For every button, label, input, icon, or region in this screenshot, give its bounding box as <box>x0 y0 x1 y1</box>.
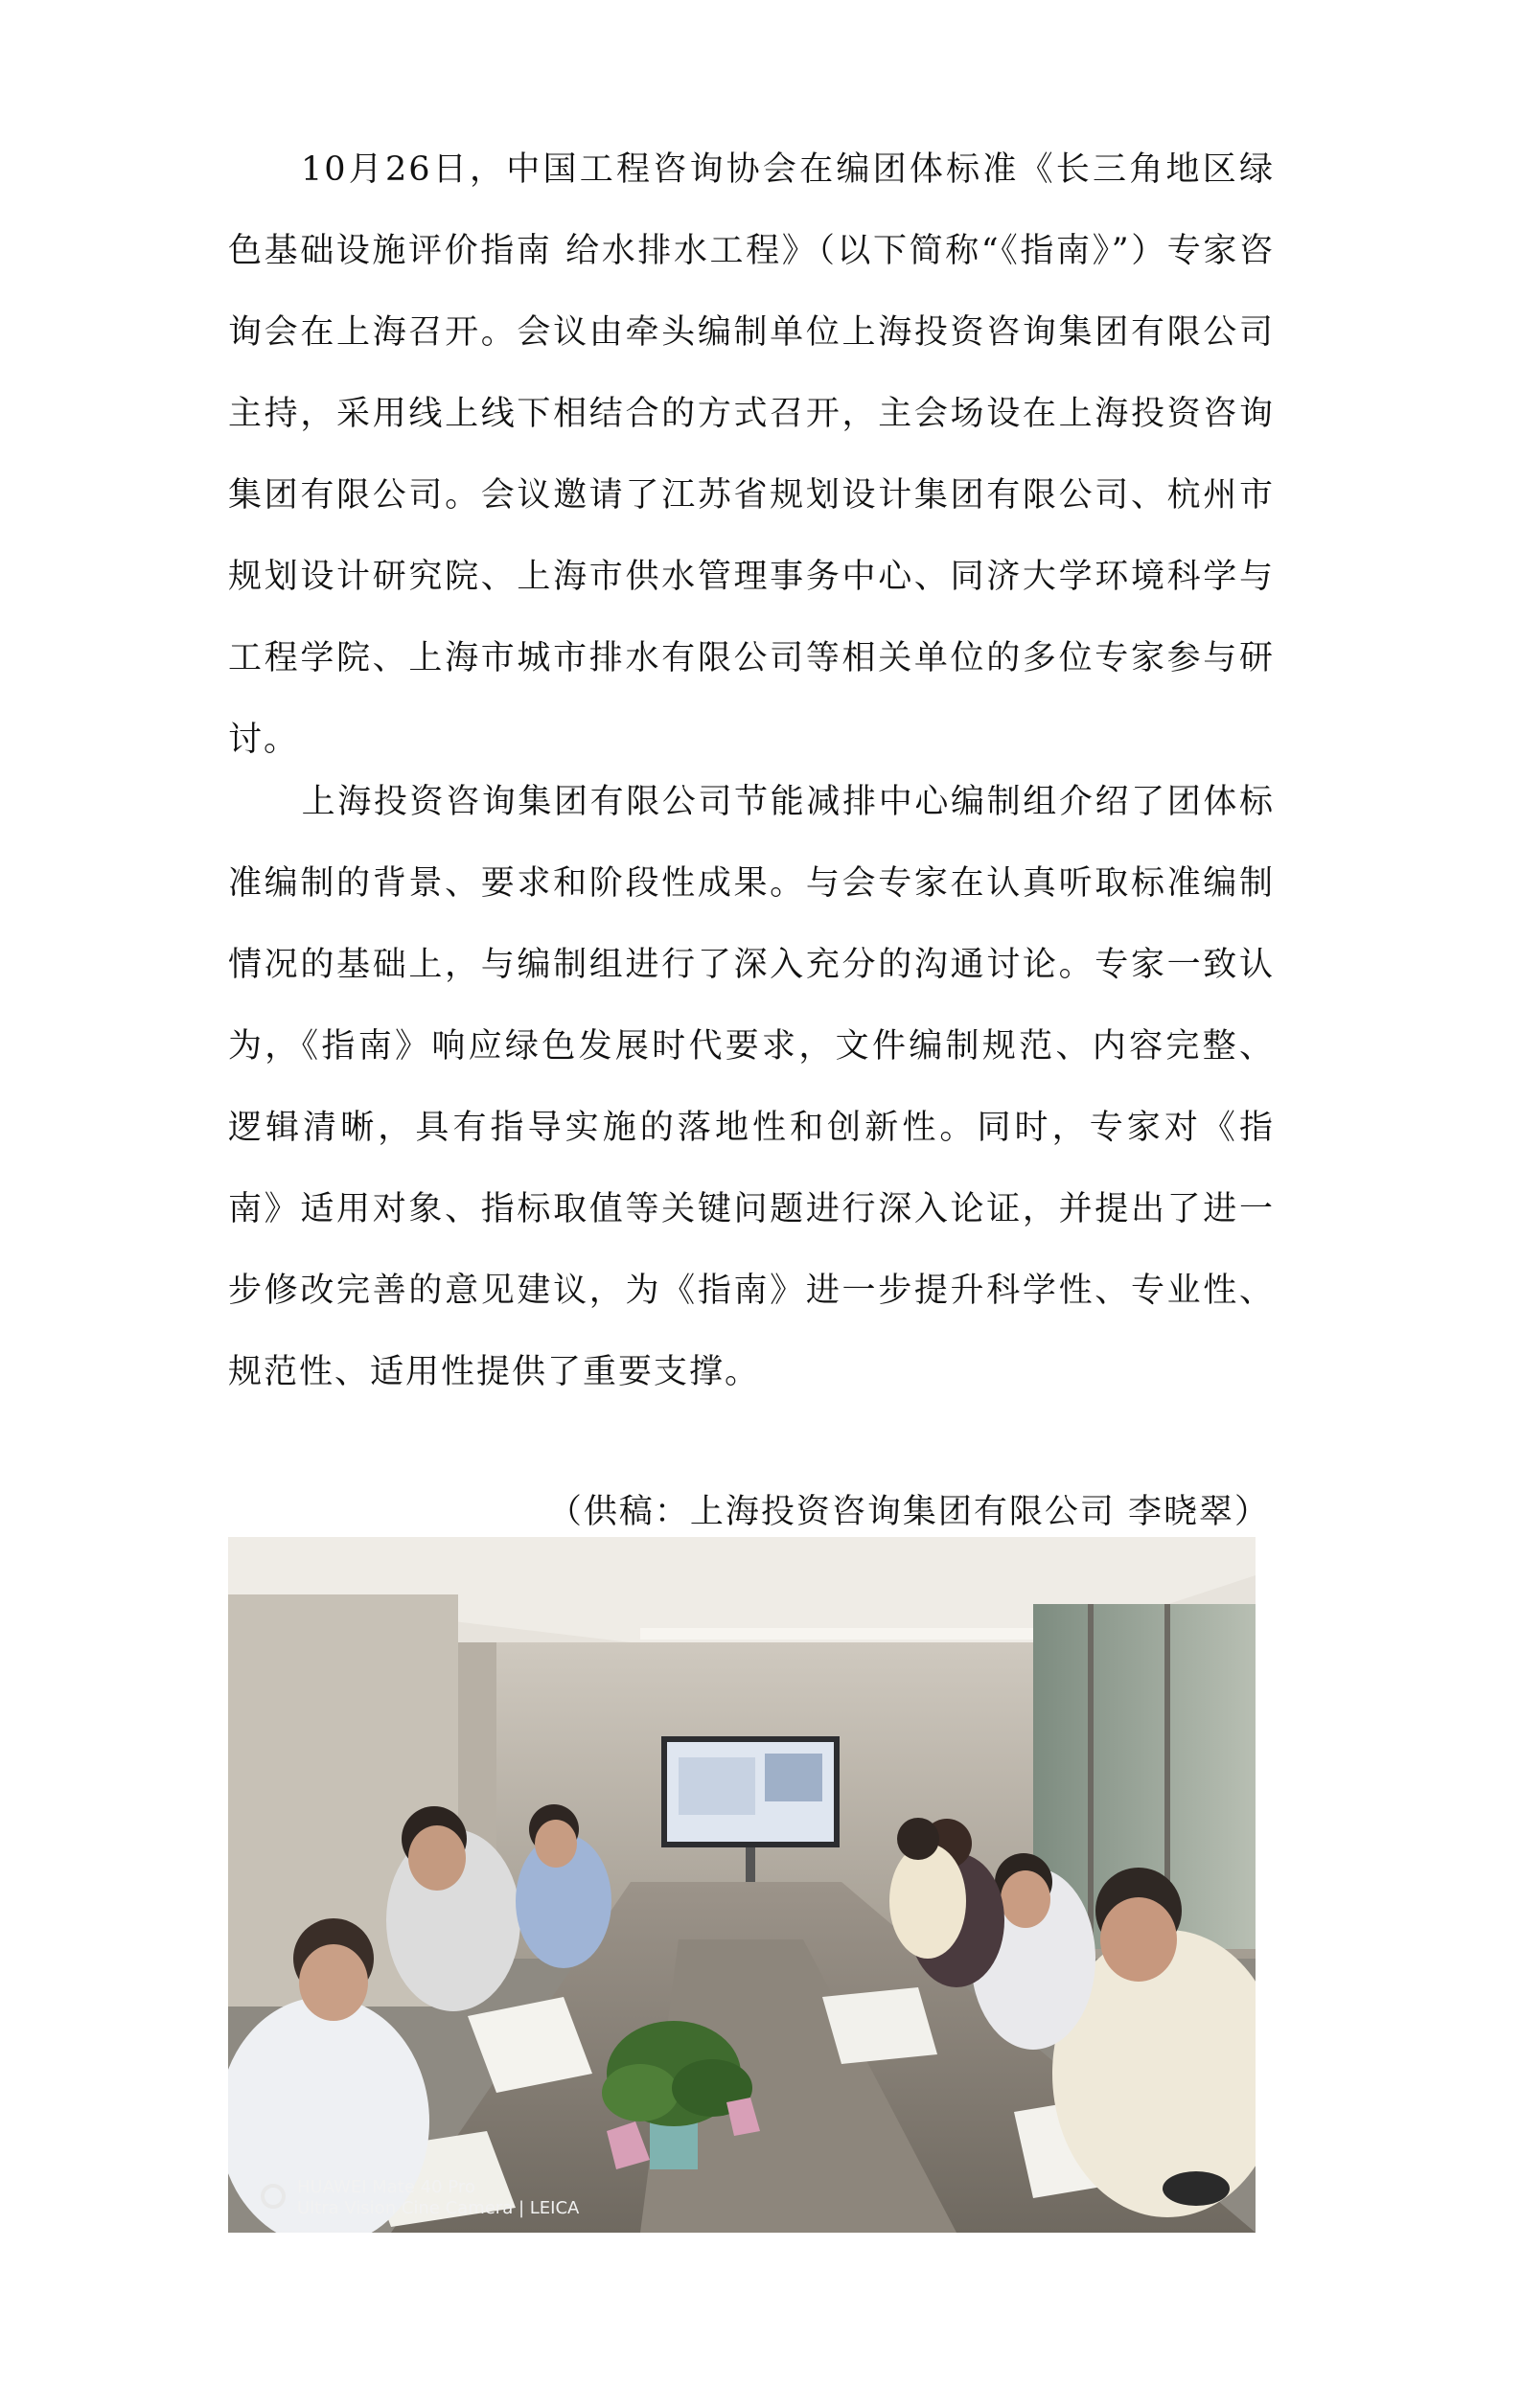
watermark-line-1: HUAWEI Mate 40 Pro <box>297 2177 475 2197</box>
body-paragraph-1 <box>228 129 1275 781</box>
paragraph-1-text: 10月26日，中国工程咨询协会在编团体标准《长三角地区绿色基础设施评价指南 给水排水工程》（以下简称“《指南》”）专家咨询会在上海召开。会议由牵头编制单位上海投资咨询集团有限公司主持，采用线上线下相结合的方式召开，主会场设在上海投资咨询集团有限公司。会议邀请了江苏省规划设计集团有限公司、杭州市规划设计研究院、上海市供水管理事务中心、同济大学环境科学与工程学院、上海市城市排水有限公司等相关单位的多位专家参与研讨。 <box>228 150 1275 759</box>
watermark-line-2: Ultra Vision Cine Camera | LEICA <box>297 2198 580 2218</box>
byline-credit: （供稿：上海投资咨询集团有限公司 李晓翠） <box>547 1493 1270 1531</box>
meeting-room-illustration <box>228 1537 1256 2233</box>
paragraph-2-text: 上海投资咨询集团有限公司节能减排中心编制组介绍了团体标准编制的背景、要求和阶段性成果。与会专家在认真听取标准编制情况的基础上，与编制组进行了深入充分的沟通讨论。专家一致认为，《指南》响应绿色发展时代要求，文件编制规范、内容完整、逻辑清晰，具有指导实施的落地性和创新性。同时，专家对《指南》适用对象、指标取值等关键问题进行深入论证，并提出了进一步修改完善的意见建议，为《指南》进一步提升科学性、专业性、规范性、适用性提供了重要支撑。 <box>228 783 1275 1391</box>
camera-logo-icon <box>261 2184 286 2209</box>
meeting-photo <box>228 1537 1256 2233</box>
body-paragraph-2 <box>228 762 1275 1413</box>
camera-watermark <box>261 2177 579 2219</box>
